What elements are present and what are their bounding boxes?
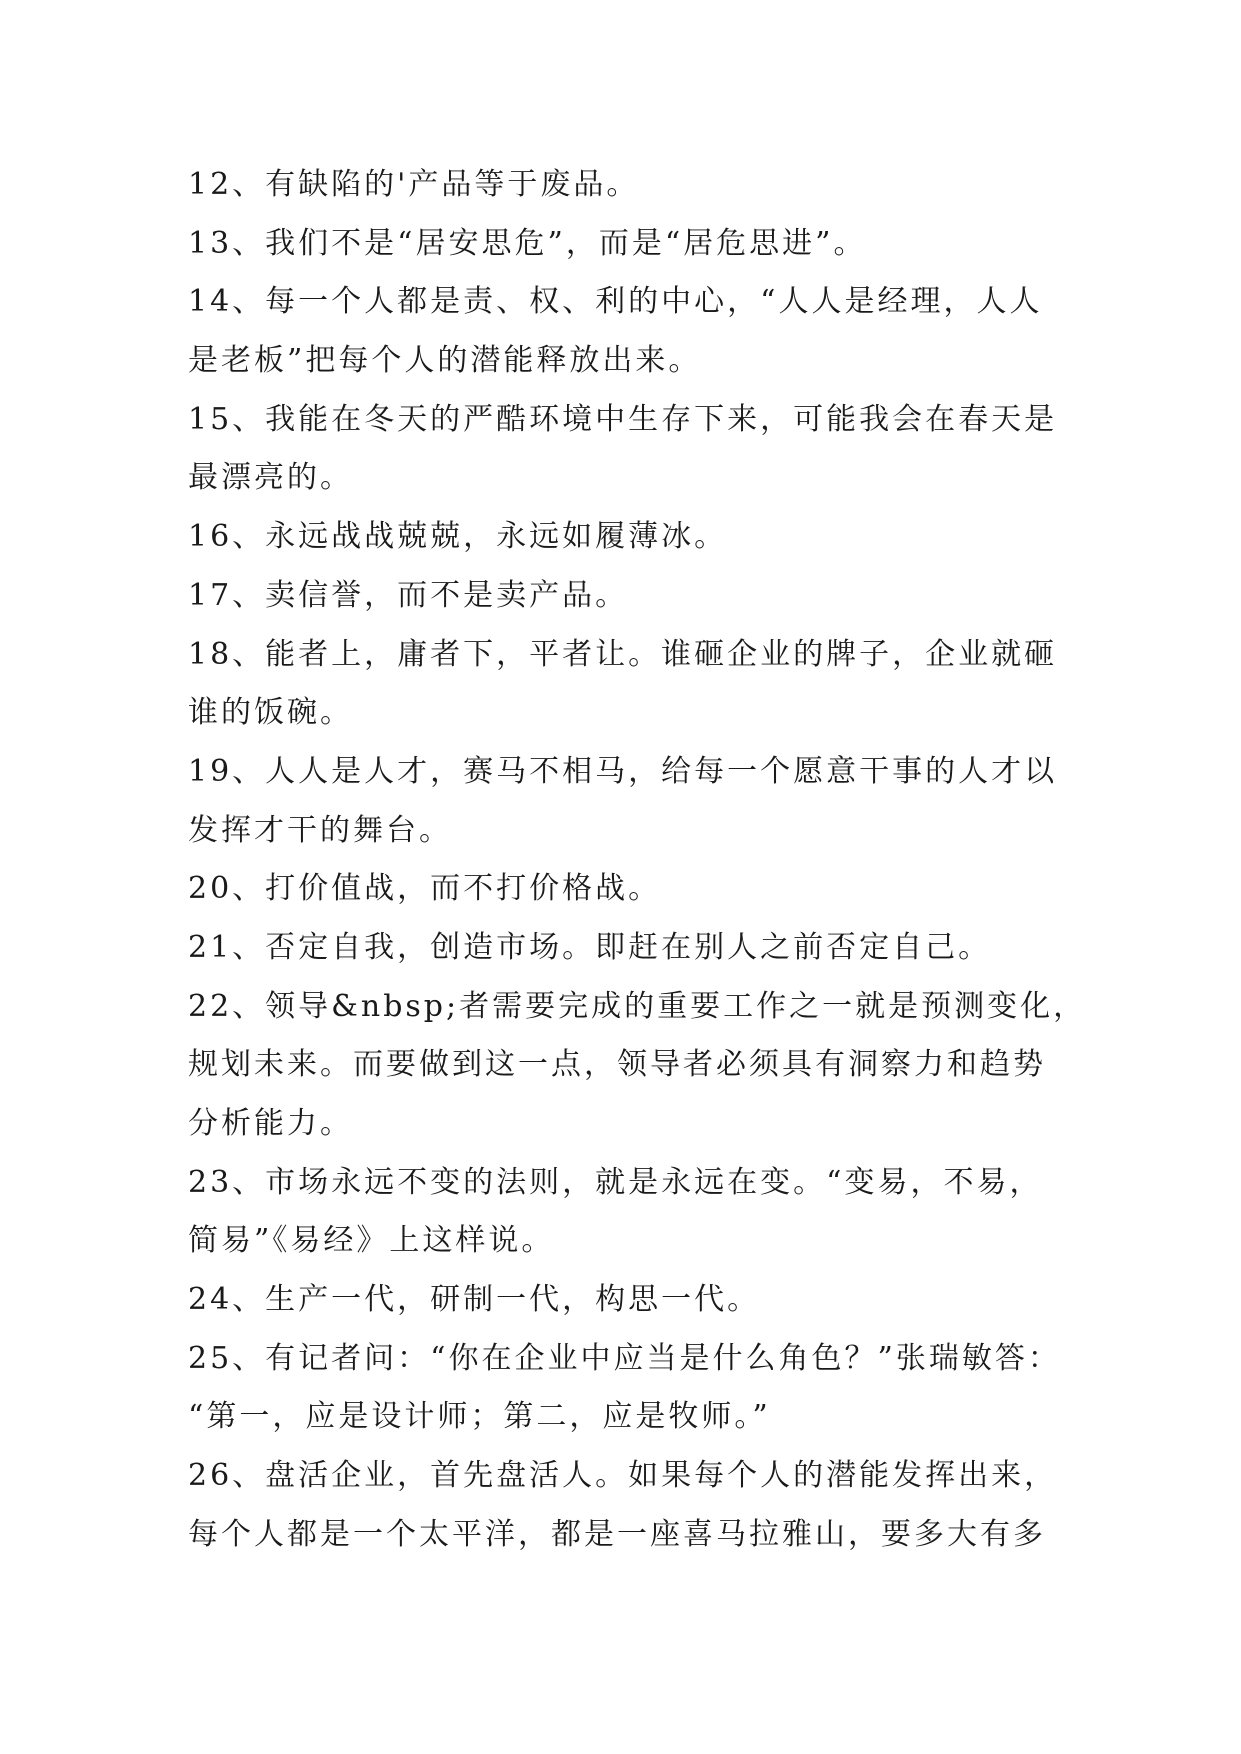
text-line: 13、我们不是“居安思危”，而是“居危思进”。 [188,225,867,261]
text-line: 14、每一个人都是责、权、利的中心，“人人是经理，人人 [188,284,1043,320]
text-line: 发挥才干的舞台。 [188,812,452,848]
text-line: 25、有记者问：“你在企业中应当是什么角色？”张瑞敏答： [188,1340,1061,1376]
text-line: 15、我能在冬天的严酷环境中生存下来，可能我会在春天是 [188,401,1058,437]
text-line: 20、打价值战，而不打价格战。 [188,871,662,907]
text-line: “第一，应是设计师；第二，应是牧师。” [188,1399,771,1435]
text-line: 12、有缺陷的'产品等于废品。 [188,167,640,202]
text-line: 26、盘活企业，首先盘活人。如果每个人的潜能发挥出来， [188,1458,1058,1494]
text-line: 18、能者上，庸者下，平者让。谁砸企业的牌子，企业就砸 [188,636,1058,672]
text-line: 17、卖信誉，而不是卖产品。 [188,577,629,613]
text-line: 21、否定自我，创造市场。即赶在别人之前否定自己。 [188,929,992,965]
text-line: 谁的饭碗。 [188,695,353,731]
text-line: 24、生产一代，研制一代，构思一代。 [188,1282,761,1318]
text-line: 分析能力。 [188,1106,353,1141]
text-line: 23、市场永远不变的法则，就是永远在变。“变易，不易， [188,1164,1043,1200]
text-line: 规划未来。而要做到这一点，领导者必须具有洞察力和趋势 [188,1047,1046,1083]
text-line: 22、领导&nbsp;者需要完成的重要工作之一就是预测变化， [188,988,1087,1024]
text-line: 是老板”把每个人的潜能释放出来。 [188,343,702,379]
text-line: 19、人人是人才，赛马不相马，给每一个愿意干事的人才以 [188,753,1058,789]
text-line: 16、永远战战兢兢，永远如履薄冰。 [188,519,728,555]
text-line: 每个人都是一个太平洋，都是一座喜马拉雅山，要多大有多 [188,1516,1046,1552]
document-body [188,156,1088,1565]
text-line: 简易”《易经》上这样说。 [188,1223,555,1259]
text-line: 最漂亮的。 [188,460,353,496]
